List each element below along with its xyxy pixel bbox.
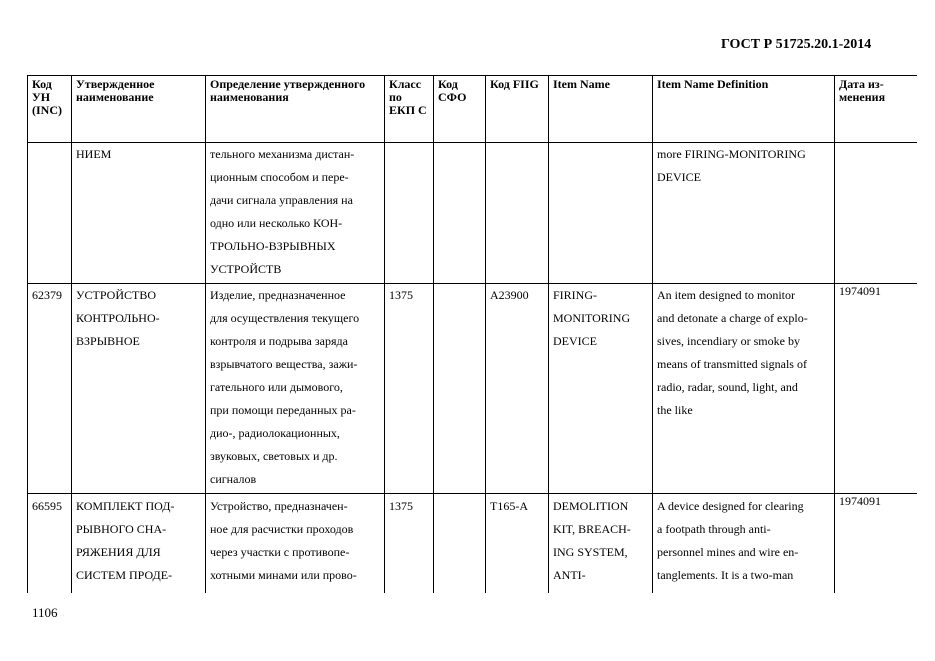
document-standard-number: ГОСТ Р 51725.20.1-2014 — [721, 37, 872, 52]
cell-fiig — [486, 143, 549, 284]
cell-item-definition: A device designed for clearing a footpath through anti- personnel mines and wire en- tanglements. It is a two-man — [653, 494, 835, 594]
header-class: Класс по ЕКП С — [385, 76, 434, 143]
header-change-date: Дата из- менения — [835, 76, 918, 143]
cell-sfo — [434, 494, 486, 594]
cell-class: 1375 — [385, 494, 434, 594]
cell-item-name: DEMOLITION KIT, BREACH- ING SYSTEM, ANTI- — [549, 494, 653, 594]
table-row — [28, 494, 918, 594]
cell-fiig: T165-A — [486, 494, 549, 594]
cell-class — [385, 143, 434, 284]
header-approved-name: Утвержденное наименование — [72, 76, 206, 143]
cell-change-date: 1974091 — [835, 494, 918, 594]
catalog-table-wrapper — [27, 75, 917, 593]
cell-item-definition: more FIRING-MONITORING DEVICE — [653, 143, 835, 284]
cell-item-name: FIRING- MONITORING DEVICE — [549, 284, 653, 494]
cell-class: 1375 — [385, 284, 434, 494]
cell-code — [28, 143, 72, 284]
cell-definition: тельного механизма дистан- ционным способом и пере- дачи сигнала управления на одно или несколько КОН- ТРОЛЬНО-ВЗРЫВНЫХ УСТРОЙСТВ — [206, 143, 385, 284]
cell-code: 62379 — [28, 284, 72, 494]
table-row — [28, 143, 918, 284]
cell-sfo — [434, 143, 486, 284]
cell-approved-name: КОМПЛЕКТ ПОД- РЫВНОГО СНА- РЯЖЕНИЯ ДЛЯ СИСТЕМ ПРОДЕ- — [72, 494, 206, 594]
cell-approved-name: НИЕМ — [72, 143, 206, 284]
cell-change-date — [835, 143, 918, 284]
header-fiig: Код FIIG — [486, 76, 549, 143]
catalog-table — [27, 75, 917, 593]
table-row — [28, 284, 918, 494]
header-item-name: Item Name — [549, 76, 653, 143]
cell-definition: Устройство, предназначен- ное для расчистки проходов через участки с противопе- хотными минами или прово- — [206, 494, 385, 594]
header-item-definition: Item Name Definition — [653, 76, 835, 143]
cell-change-date: 1974091 — [835, 284, 918, 494]
table-header-row — [28, 76, 918, 143]
cell-item-name — [549, 143, 653, 284]
cell-sfo — [434, 284, 486, 494]
page-number: 1106 — [32, 605, 58, 620]
header-definition: Определение утвержденного наименования — [206, 76, 385, 143]
cell-fiig: A23900 — [486, 284, 549, 494]
cell-item-definition: An item designed to monitor and detonate a charge of explo- sives, incendiary or smoke by means of transmitted signals of radio, radar, sound, light, and the like — [653, 284, 835, 494]
header-code: Код УН (INC) — [28, 76, 72, 143]
header-sfo: Код СФО — [434, 76, 486, 143]
cell-definition: Изделие, предназначенное для осуществления текущего контроля и подрыва заряда взрывчатого вещества, зажи- гательного или дымового, при помощи переданных ра- дио-, радиолокационных, звуковых, световых и др. сигналов — [206, 284, 385, 494]
cell-code: 66595 — [28, 494, 72, 594]
cell-approved-name: УСТРОЙСТВО КОНТРОЛЬНО- ВЗРЫВНОЕ — [72, 284, 206, 494]
